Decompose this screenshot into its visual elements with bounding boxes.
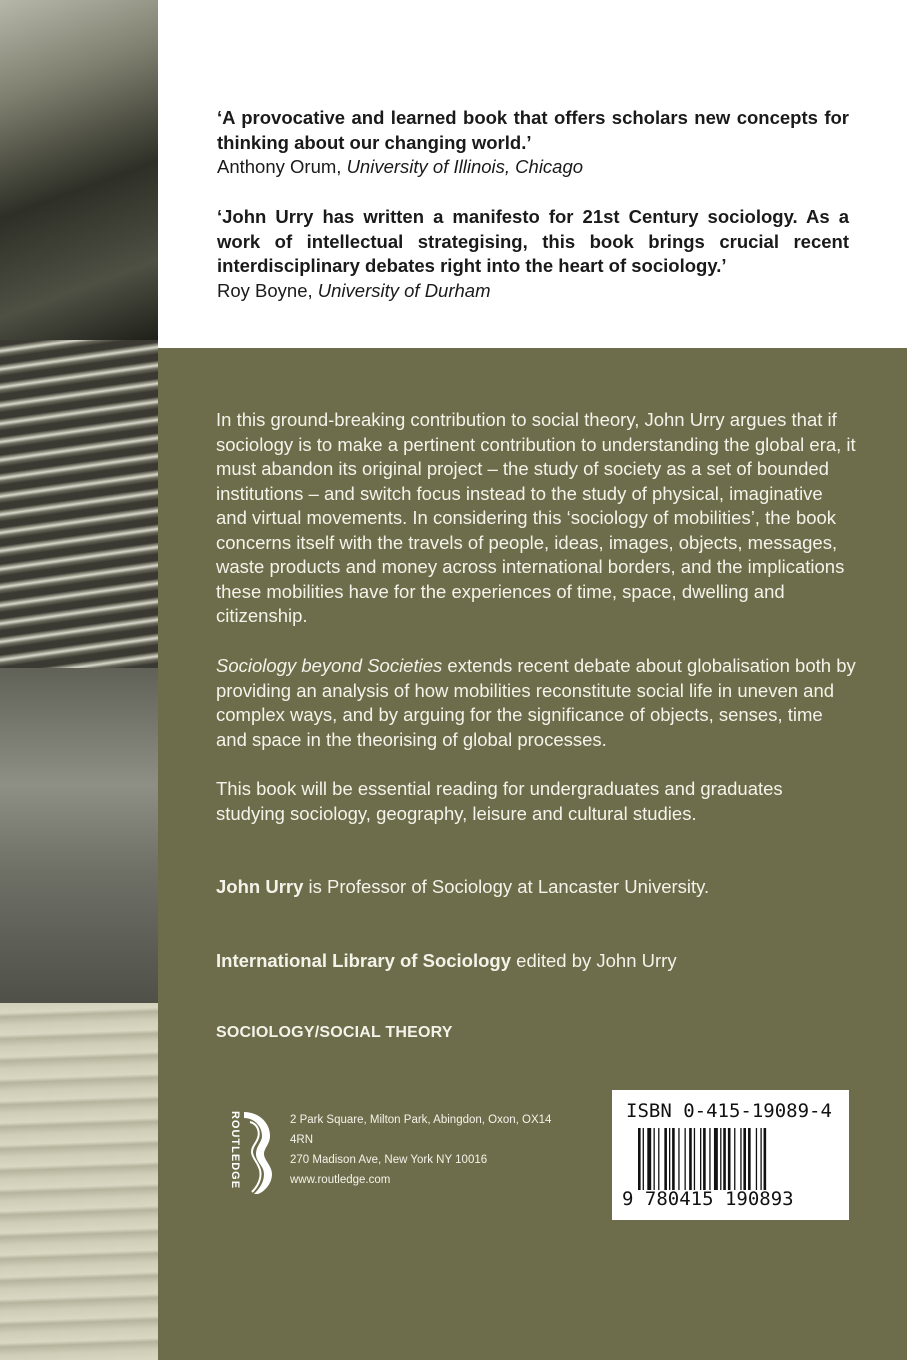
isbn-barcode-box — [612, 1090, 849, 1220]
author-name: John Urry — [216, 876, 304, 897]
book-title: Sociology beyond Societies — [216, 655, 443, 676]
endorsements-section — [158, 0, 907, 348]
address-line-2: 270 Madison Ave, New York NY 10016 — [290, 1154, 488, 1166]
endorser-affiliation: University of Durham — [317, 279, 491, 301]
photo-panel-4 — [0, 1003, 158, 1360]
photo-panel-1 — [0, 0, 158, 340]
series-info: International Library of Sociology edited by John Urry — [216, 950, 677, 971]
endorsement-attribution — [217, 155, 849, 180]
cover-photo-strip — [0, 0, 158, 1360]
author-bio: John Urry is Professor of Sociology at Lancaster University. — [216, 876, 710, 897]
publisher-block — [214, 1108, 554, 1208]
endorser-name: Anthony Orum, — [217, 156, 342, 177]
publisher-website: www.routledge.com — [290, 1174, 391, 1186]
barcode — [638, 1128, 828, 1196]
address-line-1: 2 Park Square, Milton Park, Abingdon, Oxon, OX14 4RN — [290, 1114, 552, 1146]
subject-category: SOCIOLOGY/SOCIAL THEORY — [216, 1024, 453, 1041]
publisher-address — [290, 1110, 554, 1190]
endorser-affiliation: University of Illinois, Chicago — [346, 156, 584, 177]
routledge-logo — [214, 1108, 280, 1198]
logo-wordmark: ROUTLEDGE — [229, 1110, 242, 1190]
blurb-paragraph-1: In this ground-breaking contribution to social theory, John Urry argues that if sociology is to make a pertinent contribution to understanding the global era, it must abandon its original project – the study of society as a set of bounded institutions – and switch focus instead to the study of physical, imaginative and virtual movements. In considering this ‘sociology of mobilities’, the book concerns itself with the travels of people, ideas, images, objects, messages, waste products and money across international borders, and the implications these mobilities have for the experiences of time, space, dwelling and citizenship. — [216, 409, 856, 626]
routledge-profile-icon — [214, 1108, 280, 1198]
description-section — [158, 348, 907, 1360]
endorsement-text: ‘A provocative and learned book that offers scholars new concepts for thinking about our changing world.’ — [217, 107, 849, 153]
endorsement-1 — [217, 106, 849, 180]
endorsement-text: ‘John Urry has written a manifesto for 21st Century sociology. As a work of intellectual strategising, this book brings crucial recent interdisciplinary debates right into the heart of sociology.’ — [217, 206, 849, 276]
blurb-paragraph-2: Sociology beyond Societies extends recent debate about globalisation both by providing an analysis of how mobilities reconstitute social life in uneven and complex ways, and by arguing for the significance of objects, senses, time and space in the theorising of global processes. — [216, 655, 856, 750]
barcode-number: 9 780415 190893 — [622, 1188, 794, 1210]
isbn-label: ISBN 0-415-19089-4 — [626, 1100, 832, 1122]
photo-panel-3 — [0, 668, 158, 1003]
blurb-paragraph-3: This book will be essential reading for undergraduates and graduates studying sociology, geography, leisure and cultural studies. — [216, 778, 783, 824]
endorsement-2 — [217, 205, 849, 303]
endorsement-attribution — [217, 279, 849, 304]
endorser-name: Roy Boyne, — [217, 279, 313, 301]
series-name: International Library of Sociology — [216, 950, 512, 971]
photo-panel-2 — [0, 340, 158, 668]
